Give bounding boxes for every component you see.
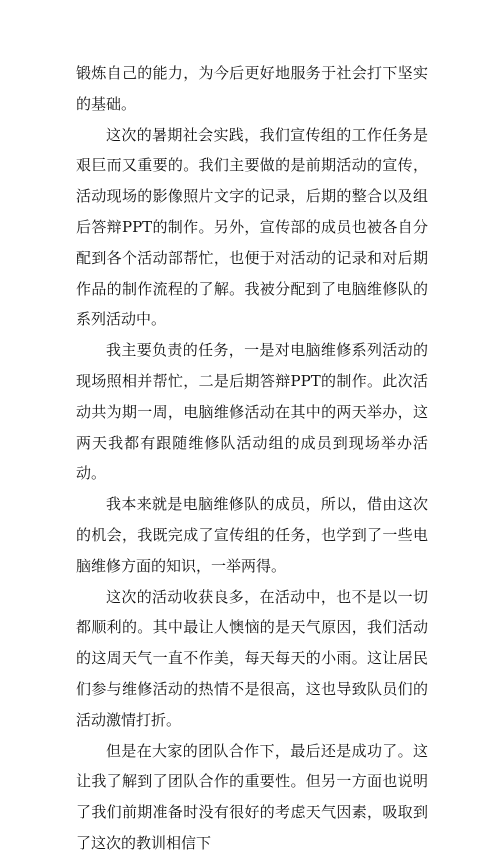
paragraph-4: 我本来就是电脑维修队的成员，所以，借由这次的机会，我既完成了宣传组的任务，也学到了一些电脑维修方面的知识，一举两得。: [76, 495, 428, 575]
document-body: [76, 58, 428, 859]
paragraph-3: 我主要负责的任务，一是对电脑维修系列活动的现场照相并帮忙，二是后期答辩PPT的制作。此次活动共为期一周，电脑维修活动在其中的两天举办，这两天我都有跟随维修队活动组的成员到现场举办活动。: [76, 341, 428, 483]
paragraph-1: 锻炼自己的能力，为今后更好地服务于社会打下坚实的基础。: [76, 64, 428, 113]
paragraph-5: 这次的活动收获良多，在活动中，也不是以一切都顺利的。其中最让人懊恼的是天气原因，我们活动的这周天气一直不作美，每天每天的小雨。这让居民们参与维修活动的热情不是很高，这也导致队员们的活动激情打折。: [76, 587, 428, 729]
paragraph-2: 这次的暑期社会实践，我们宣传组的工作任务是艰巨而又重要的。我们主要做的是前期活动的宣传，活动现场的影像照片文字的记录，后期的整合以及组后答辩PPT的制作。另外，宣传部的成员也被各自分配到各个活动部帮忙，也便于对活动的记录和对后期作品的制作流程的了解。我被分配到了电脑维修队的系列活动中。: [76, 125, 428, 329]
paragraph-6: 但是在大家的团队合作下，最后还是成功了。这让我了解到了团队合作的重要性。但另一方面也说明了我们前期准备时没有很好的考虑天气因素，吸取到了这次的教训相信下: [76, 741, 428, 852]
